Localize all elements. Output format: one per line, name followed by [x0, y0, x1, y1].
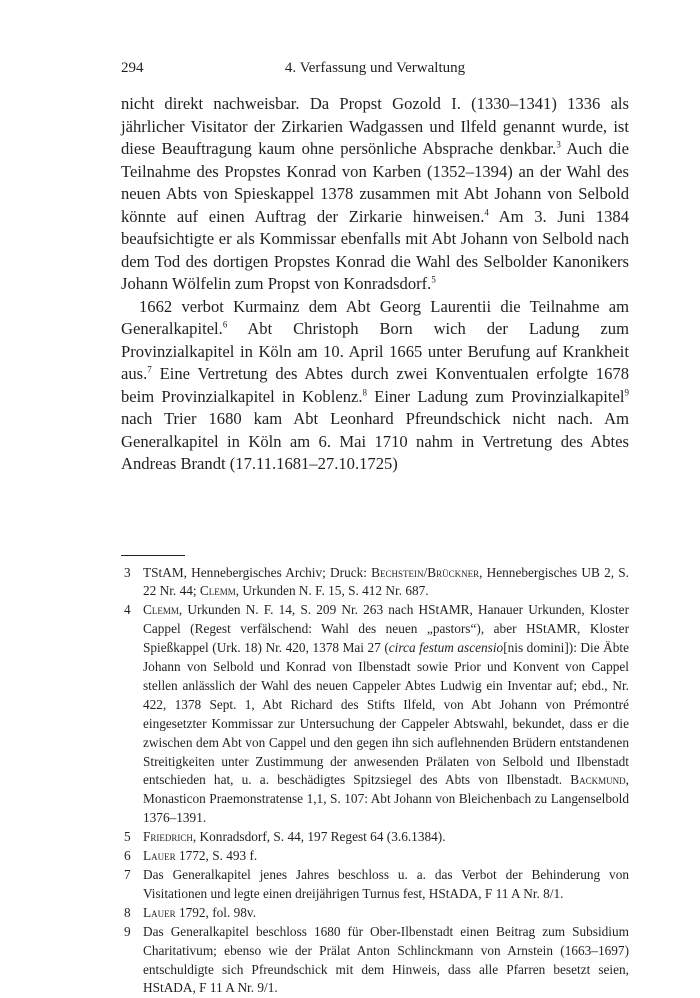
- author-name: Bechstein/Brückner: [371, 565, 479, 580]
- text-run: , Urkunden N. F. 14, S. 209 Nr. 263 nach HStAMR, Hanauer Urkunden, Kloster Cappel (Regest verfälschend: Wahl des neuen „pastors“), aber HStAMR, Kloster Spießkappel (Urk. 18) Nr. 420, 1378 Mai 27 (: [143, 602, 629, 655]
- text-run: nach Trier 1680 kam Abt Leonhard Pfreundschick nicht nach. Am Generalkapitel in Köln am 6. Mai 1710 nahm in Vertretung des Abtes Andreas Brandt (17.11.1681–27.10.1725): [121, 409, 629, 473]
- footnote-reference[interactable]: 5: [431, 274, 436, 284]
- page-number: 294: [121, 55, 144, 81]
- text-run: , Hennebergisches UB 2, S. 22 Nr. 44;: [143, 565, 629, 599]
- footnote-number: 7: [121, 866, 143, 885]
- footnote: [121, 923, 629, 998]
- text-run: 1662 verbot Kurmainz dem Abt Georg Laurentii die Teilnahme am Generalkapitel.: [121, 297, 629, 339]
- footnote-divider: [121, 555, 185, 556]
- footnote: [121, 828, 629, 847]
- footnote-reference[interactable]: 8: [363, 387, 368, 397]
- footnote: [121, 904, 629, 923]
- footnote-number: 3: [121, 564, 143, 583]
- paragraph: [121, 93, 629, 296]
- author-name: Friedrich: [143, 829, 193, 844]
- footnote-text: [143, 847, 629, 866]
- footnote-number: 8: [121, 904, 143, 923]
- author-name: Backmund: [570, 772, 625, 787]
- author-name: Lauer: [143, 905, 176, 920]
- text-run: nicht direkt nachweisbar. Da Propst Gozold I. (1330–1341) 1336 als jährlicher Visitator der Zirkarien Wadgassen und Ilfeld genannt wurde, ist diese Beauftragung kaum ohne persönliche Absprache denkbar.: [121, 94, 629, 158]
- chapter-title: 4. Verfassung und Verwaltung: [121, 55, 629, 81]
- text-run: , Konradsdorf, S. 44, 197 Regest 64 (3.6.1384).: [193, 829, 446, 844]
- text-run: [nis domini]): Die Äbte Johann von Selbold und Konrad von Ilbenstadt sowie Prior und Konvent von Cappel stellen anlässlich der Wahl des neuen Cappeler Abtes Ludwig ein Inventar auf; ebd., Nr. 422, 1378 Sept. 1, Abt Richard des Stifts Ilfeld, von Abt Johann von Prémontré eingesetzter Kommissar zur Untersuchung der Cappeler Abtswahl, bekundet, dass er die zwischen dem Abt von Cappel und den gegen ihn sich auflehnenden Brüdern entstandenen Streitigkeiten unter Zustimmung der anwesenden Prälaten von Selbold und Ilbenstadt entschieden hat, u. a. beschädigtes Spitzsiegel des Abts von Ilbenstadt.: [143, 640, 629, 787]
- footnote-text: [143, 601, 629, 828]
- footnote-number: 6: [121, 847, 143, 866]
- footnote-reference[interactable]: 6: [223, 319, 228, 329]
- footnote: [121, 601, 629, 828]
- footnote: [121, 564, 629, 602]
- author-name: Clemm: [200, 583, 236, 598]
- footnote-number: 9: [121, 923, 143, 942]
- footnote-text: [143, 904, 629, 923]
- footnotes: [121, 564, 629, 998]
- text-run: , Monasticon Praemonstratense 1,1, S. 107: Abt Johann von Bleichenbach zu Langenselbold 1376–1391.: [143, 772, 629, 825]
- footnote-reference[interactable]: 3: [556, 139, 561, 149]
- footnote-text: [143, 564, 629, 602]
- main-text: [121, 93, 629, 476]
- paragraph: [121, 296, 629, 476]
- text-run: Abt Christoph Born wich der Ladung zum Provinzialkapitel in Köln am 10. April 1665 unter Berufung auf Krankheit aus.: [121, 319, 629, 383]
- latin-phrase: circa festum ascensio: [389, 640, 503, 655]
- text-run: Auch die Teilnahme des Propstes Konrad von Karben (1352–1394) an der Wahl des neuen Abts von Spieskappel 1378 zusammen mit Abt Johann von Selbold könnte auf einen Auftrag der Zirkarie hinweisen.: [121, 139, 629, 226]
- text-run: , Urkunden N. F. 15, S. 412 Nr. 687.: [236, 583, 429, 598]
- book-page: [121, 55, 629, 998]
- footnote: [121, 847, 629, 866]
- footnote-reference[interactable]: 4: [484, 207, 489, 217]
- footnote-text: [143, 828, 629, 847]
- footnote-reference[interactable]: 9: [625, 387, 630, 397]
- text-run: Eine Vertretung des Abtes durch zwei Konventualen erfolgte 1678 beim Provinzialkapitel in Koblenz.: [121, 364, 629, 406]
- footnote-number: 4: [121, 601, 143, 620]
- author-name: Lauer: [143, 848, 176, 863]
- text-run: 1772, S. 493 f.: [176, 848, 258, 863]
- author-name: Clemm: [143, 602, 179, 617]
- footnote-text: Das Generalkapitel jenes Jahres beschloss u. a. das Verbot der Behinderung von Visitationen und legte einen dreijährigen Turnus fest, HStADA, F 11 A Nr. 8/1.: [143, 866, 629, 904]
- footnote-text: Das Generalkapitel beschloss 1680 für Ober-Ilbenstadt einen Beitrag zum Subsidium Charitativum; ebenso wie der Prälat Anton Schlinckmann von Arnstein (1663–1697) entschuldigte sich Pfreundschick mit dem Hinweis, dass alle Pfarren besetzt seien, HStADA, F 11 A Nr. 9/1.: [143, 923, 629, 998]
- footnote-number: 5: [121, 828, 143, 847]
- footnote-reference[interactable]: 7: [147, 364, 152, 374]
- text-run: TStAM, Hennebergisches Archiv; Druck:: [143, 565, 371, 580]
- footnote: [121, 866, 629, 904]
- text-run: Am 3. Juni 1384 beaufsichtigte er als Kommissar ebenfalls mit Abt Johann von Selbold nach dem Tod des dortigen Propstes Konrad die Wahl des Selbolder Kanonikers Johann Wölfelin zum Propst von Konradsdorf.: [121, 207, 629, 294]
- text-run: 1792, fol. 98v.: [176, 905, 256, 920]
- running-header: [121, 55, 629, 81]
- text-run: Einer Ladung zum Provinzialkapitel: [367, 387, 624, 406]
